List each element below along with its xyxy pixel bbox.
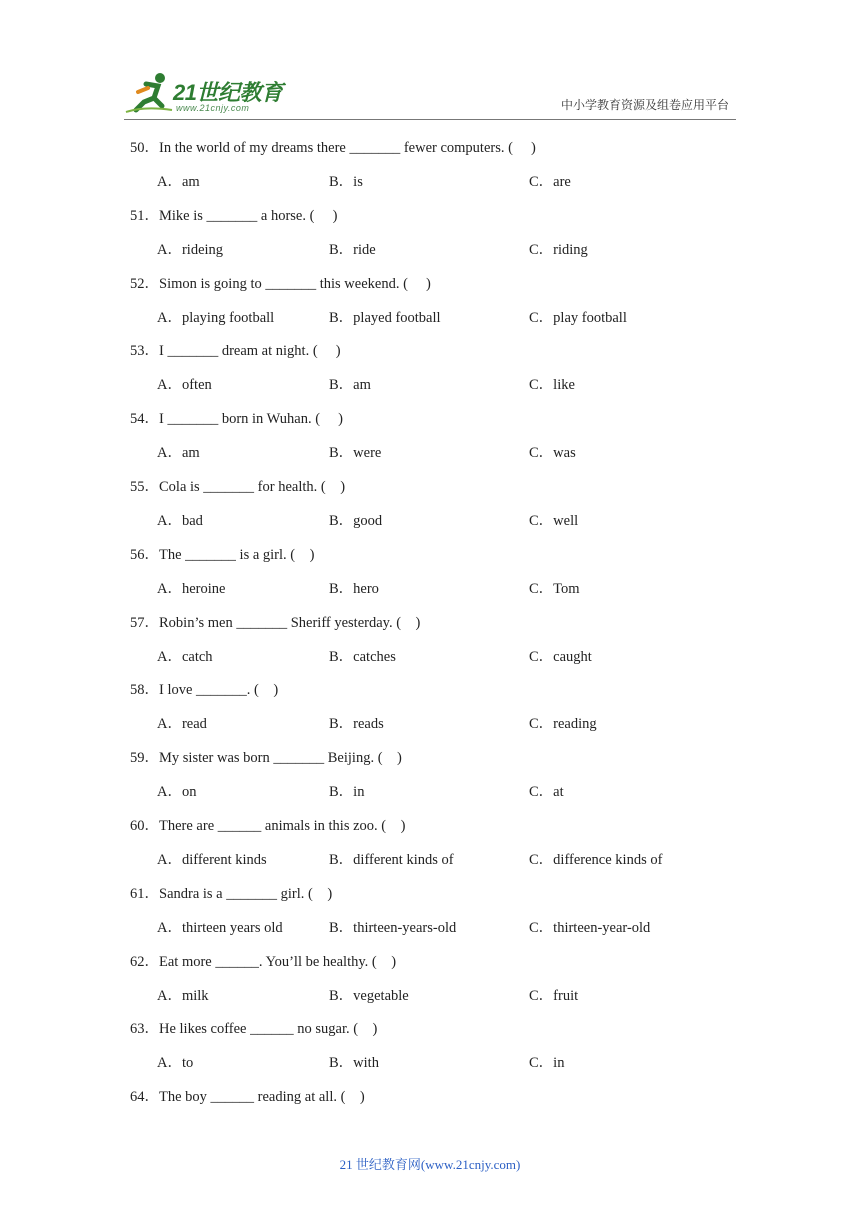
- answer-option: C．Tom: [529, 580, 580, 597]
- answer-option: B．am: [329, 377, 371, 394]
- question-stem: 55．Cola is _______ for health. ( ): [130, 479, 346, 495]
- question-stem: 50．In the world of my dreams there _______ fewer computers. ( ): [130, 140, 536, 156]
- question-stem: 56．The _______ is a girl. ( ): [130, 546, 315, 563]
- answer-option: A．on: [157, 784, 197, 801]
- question-stem: 63．He likes coffee ______ no sugar. ( ): [130, 1021, 378, 1038]
- answer-option: C．play football: [529, 309, 627, 326]
- answer-option: A．bad: [157, 513, 203, 529]
- question-stem: 57．Robin’s men _______ Sheriff yesterday. ( ): [130, 614, 421, 631]
- header-divider: [124, 119, 736, 120]
- answer-option: A．different kinds: [157, 852, 267, 868]
- question-stem: 52．Simon is going to _______ this weekend. ( ): [130, 275, 431, 292]
- answer-option: A．am: [157, 174, 200, 190]
- answer-option: B．is: [329, 174, 363, 190]
- answer-option: B．hero: [329, 580, 379, 597]
- answer-option: B．were: [329, 445, 382, 462]
- answer-option: C．riding: [529, 241, 588, 258]
- answer-option: B．catches: [329, 648, 396, 665]
- question-stem: 64．The boy ______ reading at all. ( ): [130, 1089, 365, 1106]
- question-stem: 59．My sister was born _______ Beijing. ( ): [130, 750, 402, 767]
- answer-option: A．playing football: [157, 309, 275, 326]
- answer-option: B．thirteen-years-old: [329, 919, 457, 936]
- question-stem: 61．Sandra is a _______ girl. ( ): [130, 885, 333, 902]
- answer-option: A．rideing: [157, 241, 224, 258]
- answer-option: C．in: [529, 1055, 565, 1072]
- header-slogan: 中小学教育资源及组卷应用平台: [560, 98, 729, 112]
- answer-option: C．reading: [529, 716, 597, 733]
- answer-option: A．often: [157, 377, 212, 394]
- page-footer: 21 世纪教育网(www.21cnjy.com): [339, 1157, 521, 1172]
- page-header: [0, 0, 860, 125]
- question-stem: 54．I _______ born in Wuhan. ( ): [130, 411, 343, 428]
- answer-option: C．well: [529, 513, 579, 529]
- answer-option: A．milk: [157, 987, 209, 1004]
- logo-text: 21世纪教育: [173, 80, 283, 105]
- logo-url: www.21cnjy.com: [176, 103, 250, 113]
- answer-option: B．in: [329, 784, 365, 801]
- answer-option: A．heroine: [157, 580, 226, 597]
- answer-option: B．reads: [329, 716, 384, 733]
- question-stem: 60．There are ______ animals in this zoo. ( ): [130, 818, 406, 834]
- answer-option: A．to: [157, 1055, 194, 1072]
- answer-option: B．vegetable: [329, 987, 409, 1004]
- answer-option: A．catch: [157, 648, 213, 665]
- answer-option: B．good: [329, 513, 383, 529]
- answer-option: C．difference kinds of: [529, 852, 663, 868]
- answer-option: C．fruit: [529, 987, 579, 1004]
- runner-logo-icon: [124, 70, 174, 116]
- answer-option: C．was: [529, 445, 576, 462]
- answer-option: A．thirteen years old: [157, 919, 283, 936]
- answer-option: A．read: [157, 716, 207, 733]
- answer-option: B．played football: [329, 309, 441, 326]
- logo: [124, 70, 294, 116]
- question-stem: 58．I love _______. ( ): [130, 682, 279, 699]
- answer-option: B．ride: [329, 241, 376, 258]
- question-stem: 53．I _______ dream at night. ( ): [130, 343, 341, 360]
- answer-option: C．caught: [529, 648, 592, 665]
- answer-option: C．like: [529, 377, 575, 394]
- answer-option: C．at: [529, 784, 564, 801]
- answer-option: A．am: [157, 445, 200, 462]
- answer-option: B．different kinds of: [329, 852, 454, 868]
- question-stem: 62．Eat more ______. You’ll be healthy. ( ): [130, 953, 397, 970]
- question-stem: 51．Mike is _______ a horse. ( ): [130, 207, 338, 224]
- answer-option: B．with: [329, 1055, 379, 1072]
- answer-option: C．thirteen-year-old: [529, 919, 651, 936]
- answer-option: C．are: [529, 174, 571, 190]
